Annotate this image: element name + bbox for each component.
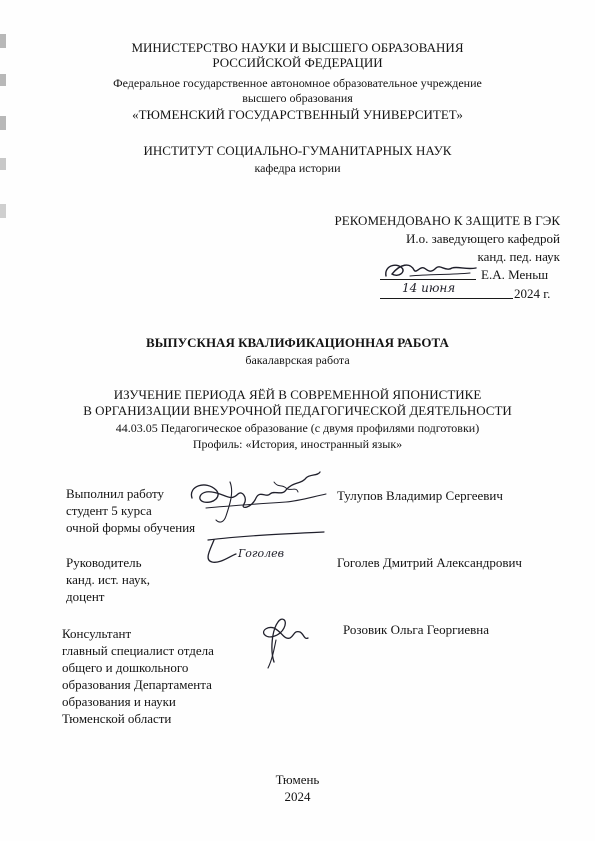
university-name: «ТЮМЕНСКИЙ ГОСУДАРСТВЕННЫЙ УНИВЕРСИТЕТ» <box>132 107 463 122</box>
footer-year: 2024 <box>284 789 311 804</box>
consultant-role-4: образования Департамента <box>62 677 212 692</box>
handwritten-date: 14 июня <box>402 281 456 295</box>
supervisor-role-2: канд. ист. наук, <box>66 572 151 587</box>
consultant-role-5: образования и науки <box>62 694 176 709</box>
consultant-role-6: Тюменской области <box>62 711 172 726</box>
institution-line-1: Федеральное государственное автономное образовательное учреждение <box>113 76 482 90</box>
supervisor-role-3: доцент <box>66 589 105 604</box>
ministry-line-1: МИНИСТЕРСТВО НАУКИ И ВЫСШЕГО ОБРАЗОВАНИЯ <box>131 40 464 55</box>
student-role-2: студент 5 курса <box>66 503 152 518</box>
consultant-name: Розовик Ольга Георгиевна <box>343 622 490 637</box>
date-line <box>380 298 513 299</box>
approval-title: РЕКОМЕНДОВАНО К ЗАЩИТЕ В ГЭК <box>334 213 560 228</box>
student-role-1: Выполнил работу <box>66 486 165 501</box>
student-name: Тулупов Владимир Сергеевич <box>337 488 503 503</box>
institution-line-2: высшего образования <box>242 91 353 105</box>
ministry-line-2: РОССИЙСКОЙ ФЕДЕРАЦИИ <box>212 55 383 70</box>
work-type-title: ВЫПУСКНАЯ КВАЛИФИКАЦИОННАЯ РАБОТА <box>146 335 449 350</box>
supervisor-role-1: Руководитель <box>66 555 142 570</box>
topic-line-2: В ОРГАНИЗАЦИИ ВНЕУРОЧНОЙ ПЕДАГОГИЧЕСКОЙ ДЕЯТЕЛЬНОСТИ <box>83 403 512 418</box>
profile-line: Профиль: «История, иностранный язык» <box>192 437 403 451</box>
department-name: кафедра истории <box>254 161 341 175</box>
consultant-role-2: главный специалист отдела <box>62 643 214 658</box>
approval-name: Е.А. Меньш <box>481 267 549 282</box>
student-signature <box>186 468 336 528</box>
footer-city: Тюмень <box>275 772 320 787</box>
topic-line-1: ИЗУЧЕНИЕ ПЕРИОДА ЯЁЙ В СОВРЕМЕННОЙ ЯПОНИСТИКЕ <box>113 387 482 402</box>
approval-degree: канд. пед. наук <box>477 249 560 264</box>
approval-role: И.о. заведующего кафедрой <box>405 231 560 246</box>
supervisor-signature-text: Гоголев <box>238 547 285 560</box>
approval-year: 2024 г. <box>514 286 551 301</box>
consultant-role-3: общего и дошкольного <box>62 660 189 675</box>
consultant-signature <box>254 610 314 672</box>
head-signature <box>380 256 480 282</box>
supervisor-name: Гоголев Дмитрий Александрович <box>337 555 522 570</box>
institute-name: ИНСТИТУТ СОЦИАЛЬНО-ГУМАНИТАРНЫХ НАУК <box>143 143 452 158</box>
student-role-3: очной формы обучения <box>66 520 196 535</box>
work-type-subtitle: бакалаврская работа <box>245 353 350 367</box>
consultant-role-1: Консультант <box>62 626 132 641</box>
program-line: 44.03.05 Педагогическое образование (с двумя профилями подготовки) <box>115 421 480 435</box>
